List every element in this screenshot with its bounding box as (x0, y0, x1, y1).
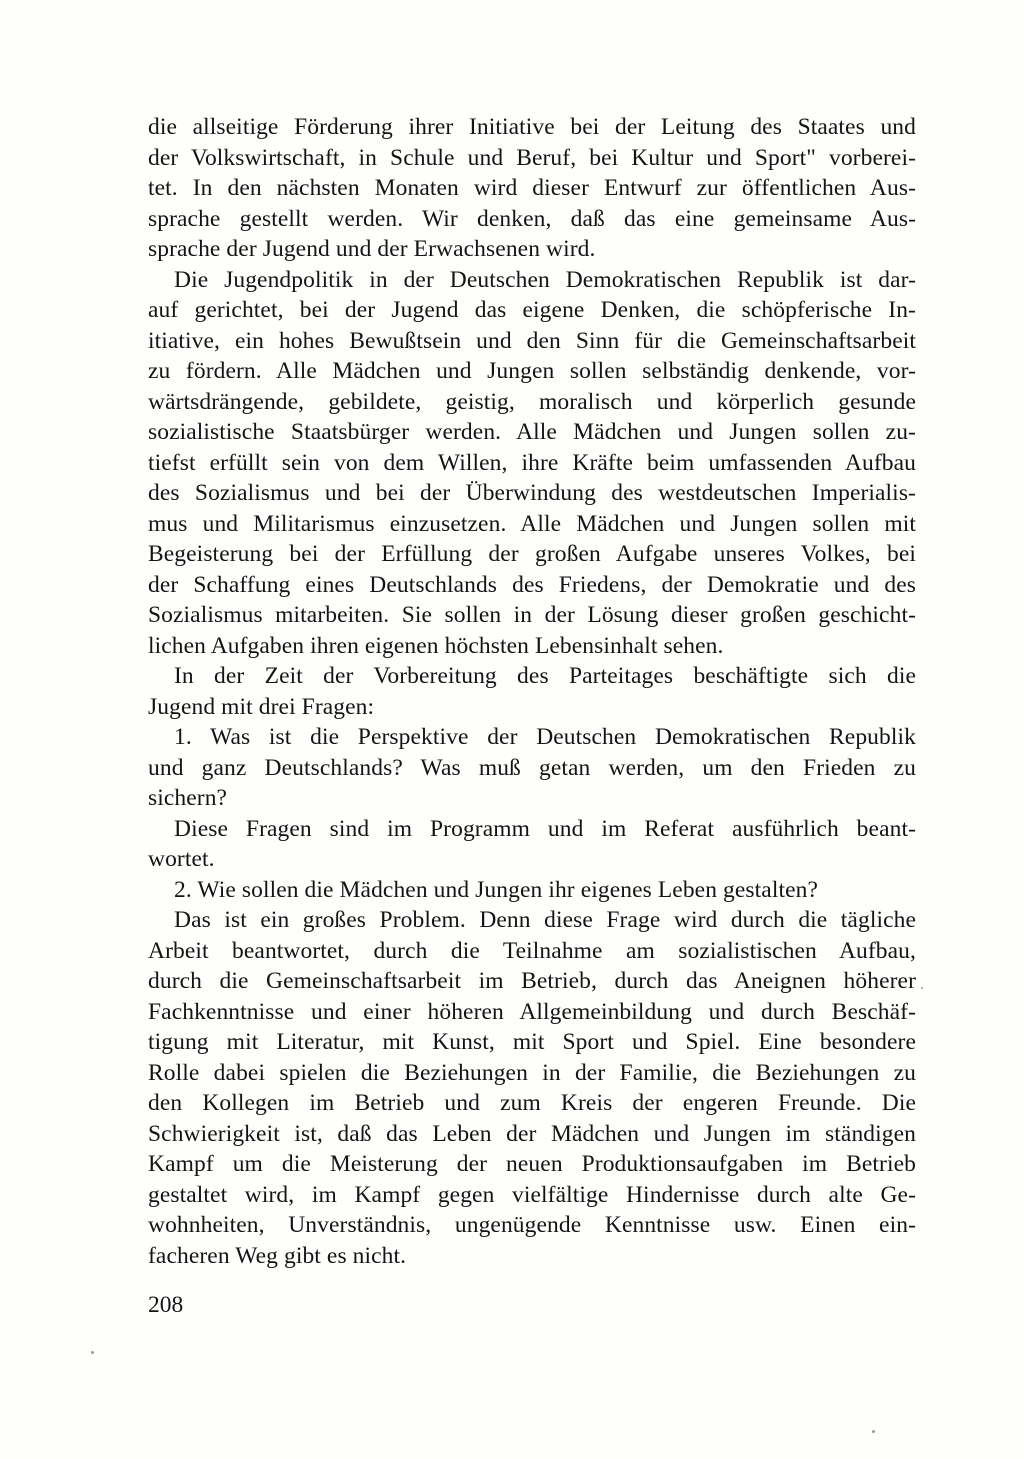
text-line: Sozialismus mitarbeiten. Sie sollen in der Lösung dieser großen geschicht- (148, 602, 916, 628)
text-line: und ganz Deutschlands? Was muß getan werden, um den Frieden zu (148, 754, 916, 781)
text-line: die allseitige Förderung ihrer Initiative bei der Leitung des Staates und (148, 114, 916, 140)
text-line: wohnheiten, Unverständnis, ungenügende Kenntnisse usw. Einen ein- (148, 1212, 916, 1238)
text-line: tigung mit Literatur, mit Kunst, mit Sport und Spiel. Eine besondere (148, 1029, 916, 1055)
text-line: den Kollegen im Betrieb und zum Kreis der engeren Freunde. Die (148, 1090, 916, 1116)
text-line: wortet. (148, 846, 215, 872)
scan-speck (872, 1430, 875, 1433)
text-line: Jugend mit drei Fragen: (148, 693, 375, 720)
text-line: mus und Militarismus einzusetzen. Alle Mädchen und Jungen sollen mit (148, 510, 916, 537)
text-line: durch die Gemeinschaftsarbeit im Betrieb, durch das Aneignen höherer (148, 968, 916, 994)
text-line: Begeisterung bei der Erfüllung der großen Aufgabe unseres Volkes, bei (148, 541, 916, 567)
text-line: sprache gestellt werden. Wir denken, daß das eine gemeinsame Aus- (148, 205, 916, 232)
scan-speck (921, 987, 923, 989)
scan-speck (91, 1351, 94, 1354)
text-line: 1. Was ist die Perspektive der Deutschen Demokratischen Republik (174, 724, 916, 750)
text-line: Die Jugendpolitik in der Deutschen Demokratischen Republik ist dar- (174, 266, 916, 293)
text-line: tet. In den nächsten Monaten wird dieser Entwurf zur öffentlichen Aus- (148, 175, 916, 201)
text-line: In der Zeit der Vorbereitung des Parteitages beschäftigte sich die (174, 663, 916, 689)
text-line: wärtsdrängende, gebildete, geistig, moralisch und körperlich gesunde (148, 388, 916, 415)
text-line: Diese Fragen sind im Programm und im Referat ausführlich beant- (174, 815, 916, 842)
text-line: zu fördern. Alle Mädchen und Jungen sollen selbständig denkende, vor- (148, 358, 916, 384)
text-line: itiative, ein hohes Bewußtsein und den Sinn für die Gemeinschaftsarbeit (148, 327, 916, 354)
text-line: der Volkswirtschaft, in Schule und Beruf, bei Kultur und Sport" vorberei- (148, 144, 916, 171)
text-line: sozialistische Staatsbürger werden. Alle Mädchen und Jungen sollen zu- (148, 419, 916, 445)
text-line: sprache der Jugend und der Erwachsenen wird. (148, 236, 596, 262)
text-line: Arbeit beantwortet, durch die Teilnahme am sozialistischen Aufbau, (148, 937, 916, 964)
text-line: der Schaffung eines Deutschlands des Friedens, der Demokratie und des (148, 571, 916, 598)
text-line: Schwierigkeit ist, daß das Leben der Mädchen und Jungen im ständigen (148, 1120, 916, 1147)
text-line: lichen Aufgaben ihren eigenen höchsten Lebensinhalt sehen. (148, 632, 724, 659)
text-line: Rolle dabei spielen die Beziehungen in der Familie, die Beziehungen zu (148, 1059, 916, 1086)
text-line: sichern? (148, 785, 228, 811)
text-line: facheren Weg gibt es nicht. (148, 1242, 407, 1269)
text-line: gestaltet wird, im Kampf gegen vielfältige Hindernisse durch alte Ge- (148, 1181, 916, 1208)
text-line: Fachkenntnisse und einer höheren Allgemeinbildung und durch Beschäf- (148, 998, 916, 1025)
text-line: Das ist ein großes Problem. Denn diese Frage wird durch die tägliche (174, 907, 916, 933)
text-line: des Sozialismus und bei der Überwindung des westdeutschen Imperialis- (148, 480, 916, 506)
page-number: 208 (148, 1292, 184, 1318)
text-line: auf gerichtet, bei der Jugend das eigene Denken, die schöpferische In- (148, 297, 916, 323)
text-line: tiefst erfüllt sein von dem Willen, ihre Kräfte beim umfassenden Aufbau (148, 449, 916, 476)
text-line: 2. Wie sollen die Mädchen und Jungen ihr eigenes Leben gestalten? (174, 876, 818, 903)
text-line: Kampf um die Meisterung der neuen Produktionsaufgaben im Betrieb (148, 1151, 916, 1177)
